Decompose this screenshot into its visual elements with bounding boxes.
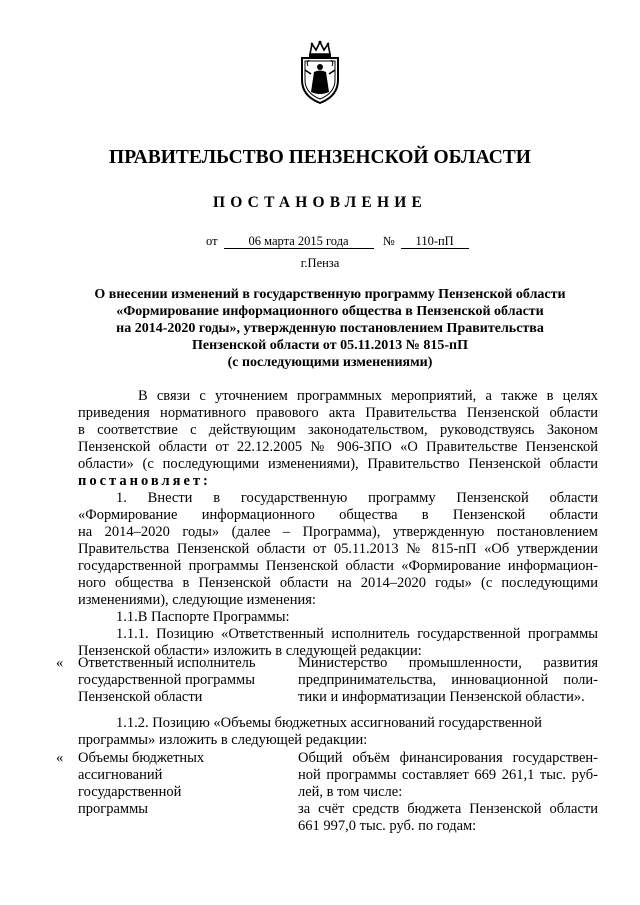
subject-line: Пензенской области от 05.11.2013 № 815-пП xyxy=(191,338,468,353)
item-1-line: изменениями), следующие изменения: xyxy=(78,592,316,608)
table-cell-line: ассигнований xyxy=(78,767,163,783)
government-title: ПРАВИТЕЛЬСТВО ПЕНЗЕНСКОЙ ОБЛАСТИ xyxy=(109,147,531,168)
preamble-line: в соответствие с действующим законодательством, руководствуясь Законом xyxy=(78,422,598,438)
preamble-line: Пензенской области от 22.12.2005 № 906-ЗПО «О Правительстве Пензенской xyxy=(78,439,598,455)
item-1-line: Правительства Пензенской области от 05.11.2013 № 815-пП «Об утверждении xyxy=(78,541,598,557)
document-subject xyxy=(60,286,600,371)
item-1-line: на 2014–2020 годы» (далее – Программа), утвержденную постановлением xyxy=(78,524,598,540)
subject-line: на 2014-2020 годы», утвержденную постановлением Правительства xyxy=(116,321,544,336)
table-cell-line: тики и информатизации Пензенской области». xyxy=(298,689,585,705)
opening-quote: « xyxy=(56,655,64,671)
document-type: ПОСТАНОВЛЕНИЕ xyxy=(212,194,428,211)
subitem-1-1-1-line: Пензенской области» изложить в следующей редакции: xyxy=(78,643,422,659)
date-number-line xyxy=(206,233,469,249)
table-cell-line: Ответственный исполнитель xyxy=(78,655,256,671)
table-left-cell xyxy=(78,655,278,706)
table-cell-line: 661 997,0 тыс. руб. по годам: xyxy=(298,818,477,834)
from-label: от xyxy=(206,234,218,248)
item-1 xyxy=(78,490,598,660)
table-cell-line: ной программы составляет 669 261,1 тыс. руб- xyxy=(298,767,598,783)
table-cell-line: за счёт средств бюджета Пензенской области xyxy=(298,801,598,817)
table-cell-line: Общий объём финансирования государствен- xyxy=(298,750,598,766)
table-cell-line: государственной программы xyxy=(78,672,255,688)
table-cell-line: Министерство промышленности, развития xyxy=(298,655,598,671)
preamble-line: области» (с последующими изменениями), Правительство Пензенской области xyxy=(78,456,598,472)
table-left-cell xyxy=(78,750,278,818)
preamble xyxy=(78,388,598,490)
item-1-line: ного общества в Пензенской области на 2014–2020 годы» (с последующими xyxy=(78,575,598,591)
table-cell-line: программы xyxy=(78,801,148,817)
subitem-1-1-2-line: 1.1.2. Позицию «Объемы бюджетных ассигнований государственной xyxy=(116,715,542,731)
document-number: 110-пП xyxy=(401,235,469,249)
item-1-line: «Формирование информационного общества в Пензенской области xyxy=(78,507,598,523)
subitem-1-1-2-line: программы» изложить в следующей редакции: xyxy=(78,732,368,748)
subject-line: О внесении изменений в государственную программу Пензенской области xyxy=(94,287,566,302)
subject-line: (с последующими изменениями) xyxy=(227,355,433,370)
subject-line: «Формирование информационного общества в Пензенской области xyxy=(116,304,544,319)
opening-quote: « xyxy=(56,750,64,766)
city: г.Пенза xyxy=(300,256,340,270)
document-date: 06 марта 2015 года xyxy=(224,235,374,249)
table-responsible-executor xyxy=(0,655,640,710)
item-1-line: 1. Внести в государственную программу Пензенской области xyxy=(116,490,598,506)
subitem-1-1: 1.1.В Паспорте Программы: xyxy=(116,609,290,625)
resolves-word: постановляет: xyxy=(78,473,211,489)
preamble-line: приведения нормативного правового акта Правительства Пензенской области xyxy=(78,405,598,421)
table-cell-line: Пензенской области xyxy=(78,689,203,705)
preamble-line: В связи с уточнением программных мероприятий, а также в целях xyxy=(138,388,598,404)
table-cell-line: государственной xyxy=(78,784,182,800)
coat-of-arms-icon xyxy=(294,40,346,106)
subitem-1-1-2 xyxy=(78,715,598,749)
table-cell-line: предпринимательства, инновационной поли- xyxy=(298,672,598,688)
table-right-cell xyxy=(298,750,598,835)
table-cell-line: Объемы бюджетных xyxy=(78,750,205,766)
table-budget-allocations xyxy=(0,750,640,840)
item-1-line: государственной программы Пензенской области «Формирование информацион- xyxy=(78,558,598,574)
subitem-1-1-1-line: 1.1.1. Позицию «Ответственный исполнитель государственной программы xyxy=(116,626,598,642)
number-label: № xyxy=(382,234,395,248)
table-cell-line: лей, в том числе: xyxy=(298,784,403,800)
table-right-cell xyxy=(298,655,598,706)
